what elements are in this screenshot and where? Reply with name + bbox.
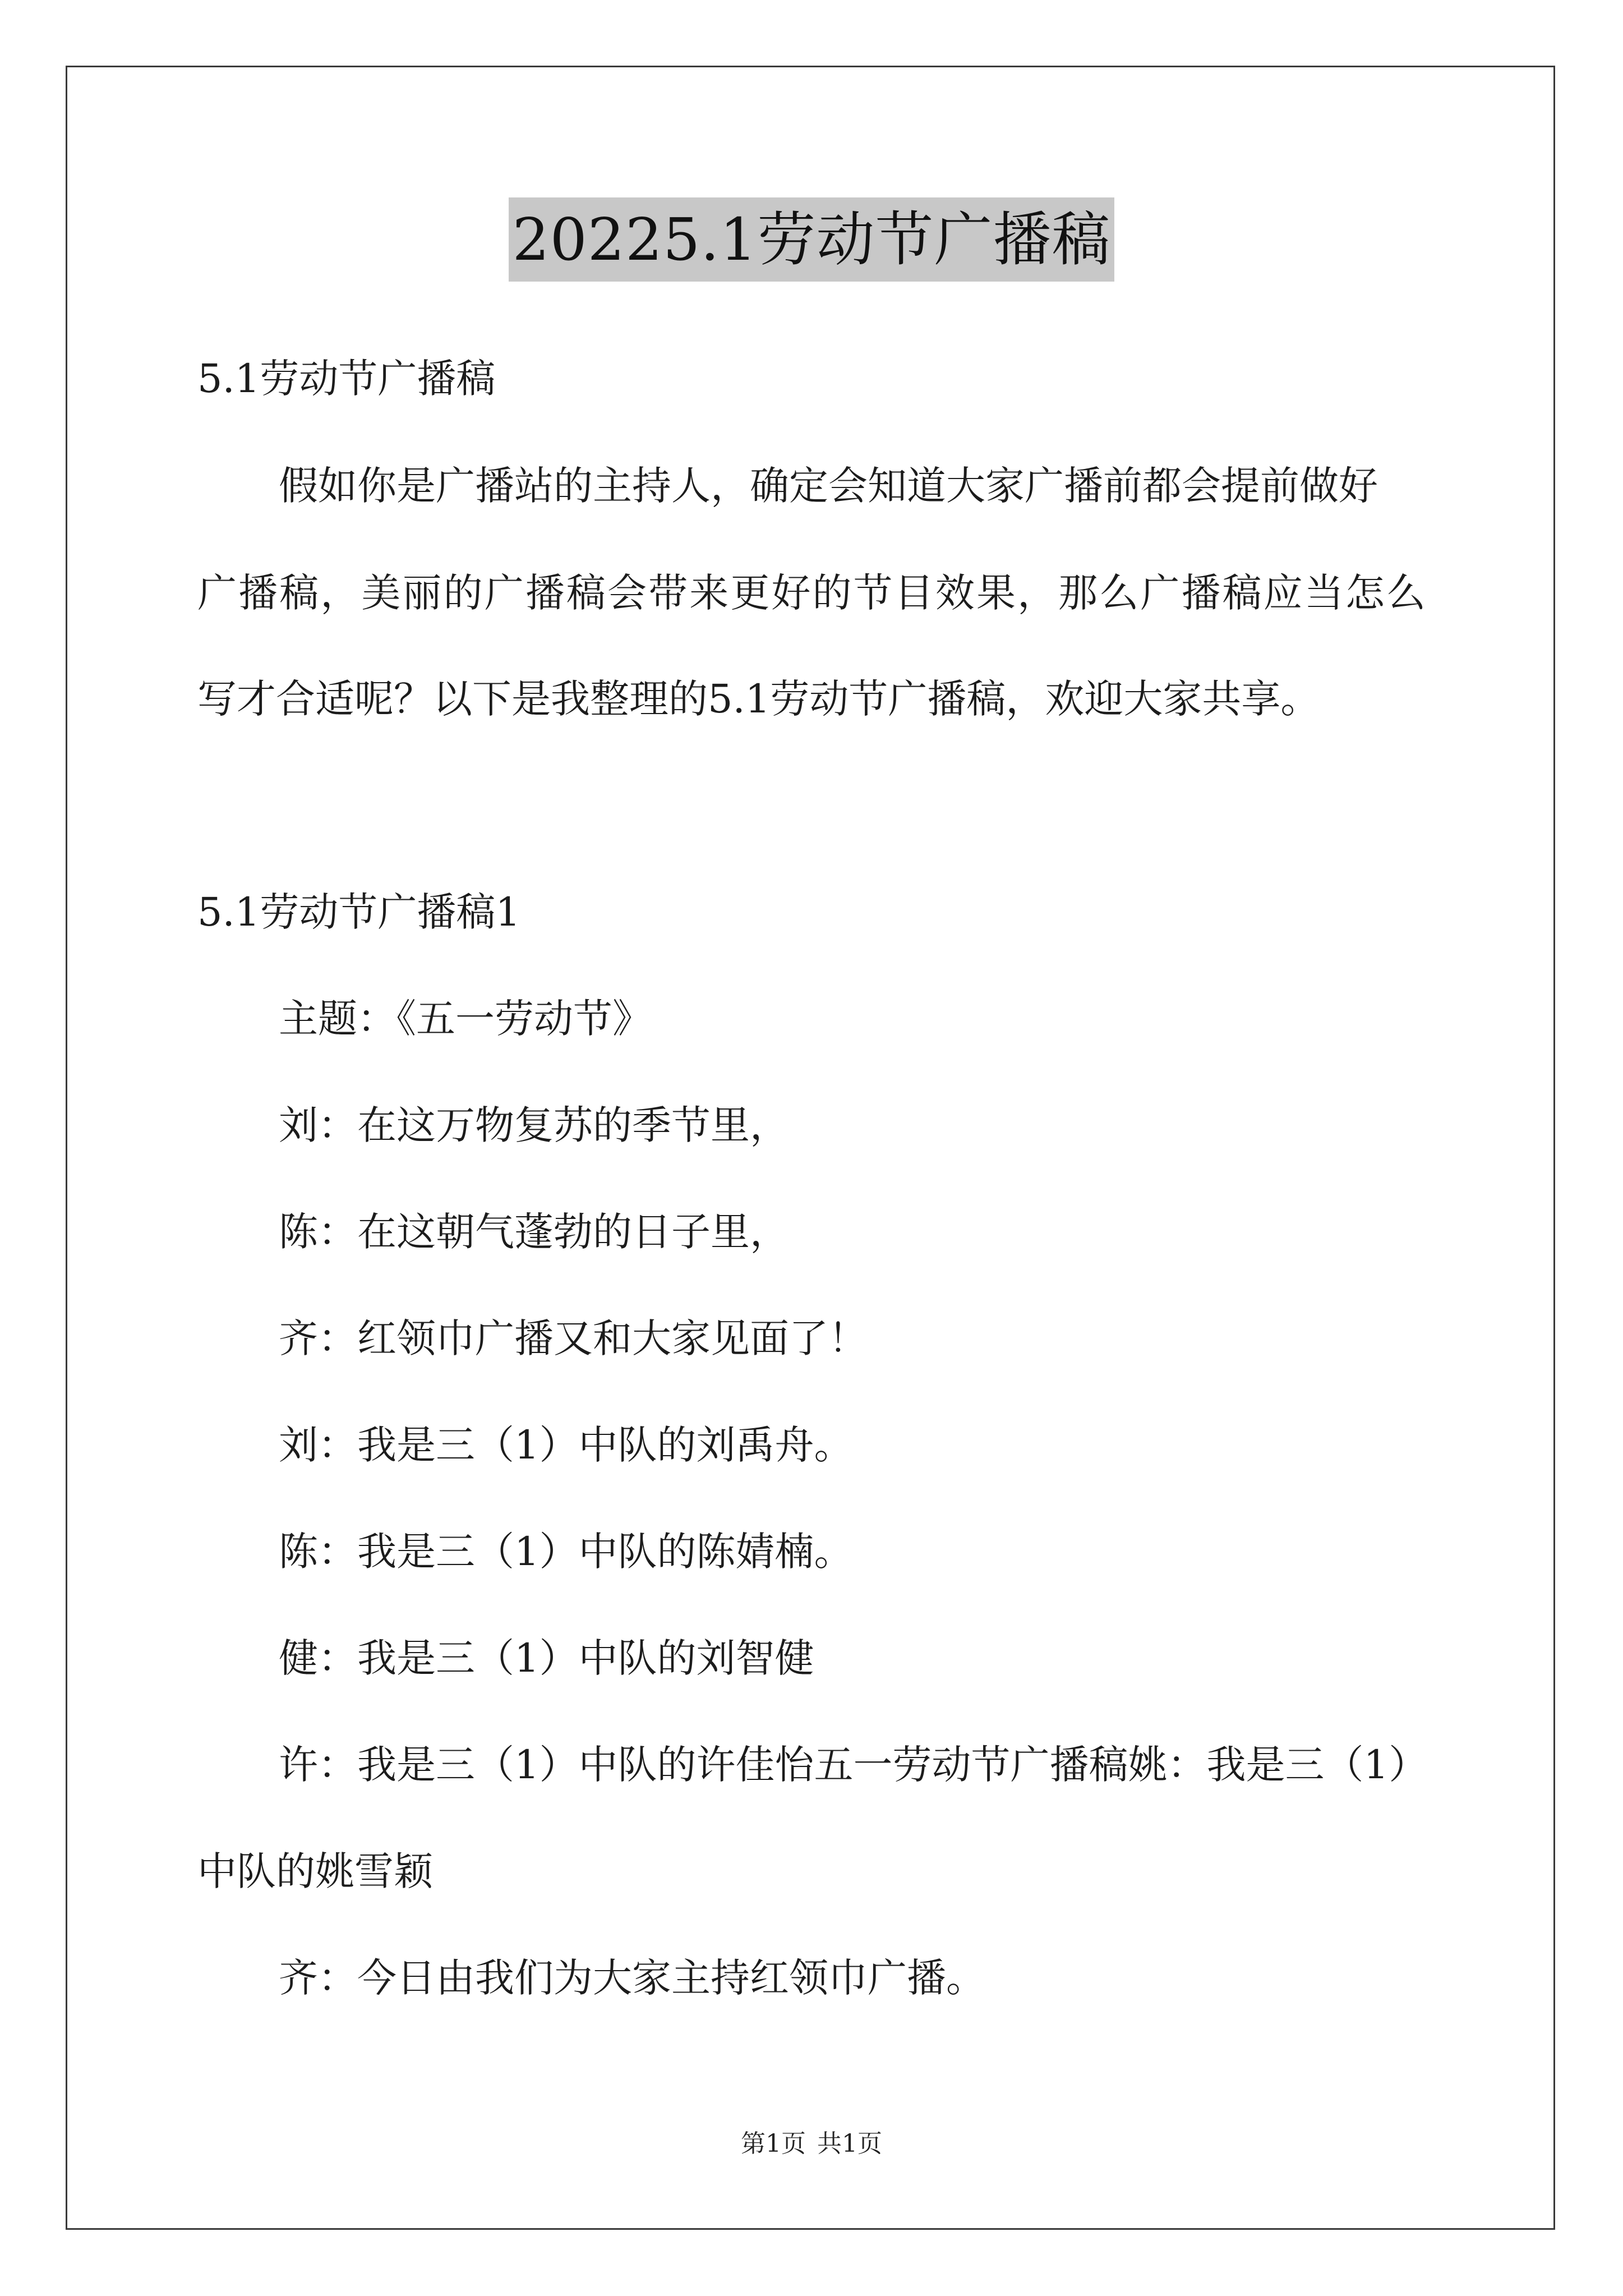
page-footer: [0, 2127, 1623, 2161]
script-line: 主题：《五一劳动节》: [279, 996, 652, 1042]
intro-paragraph-line: 写才合适呢？以下是我整理的5.1劳动节广播稿，欢迎大家共享。: [197, 676, 1320, 722]
title-container: [0, 197, 1623, 282]
script-line: 许：我是三（1）中队的许佳怡五一劳动节广播稿姚：我是三（1）: [279, 1742, 1428, 1788]
subtitle: 5.1劳动节广播稿: [197, 356, 496, 402]
intro-paragraph-line: 假如你是广播站的主持人，确定会知道大家广播前都会提前做好: [279, 463, 1378, 509]
page-number-current: 第1页: [741, 2129, 806, 2158]
script-line: 陈：在这朝气蓬勃的日子里，: [279, 1209, 789, 1255]
script-line: 刘：我是三（1）中队的刘禹舟。: [279, 1422, 854, 1468]
intro-paragraph-line: 广播稿，美丽的广播稿会带来更好的节目效果，那么广播稿应当怎么: [197, 570, 1426, 616]
script-line: 齐：今日由我们为大家主持红领巾广播。: [279, 1955, 985, 2001]
page-number-total: 共1页: [817, 2129, 882, 2158]
script-line: 中队的姚雪颖: [197, 1848, 433, 1894]
script-line: 刘：在这万物复苏的季节里，: [279, 1102, 789, 1148]
section-heading: 5.1劳动节广播稿1: [197, 889, 520, 935]
document-title: 20225.1劳动节广播稿: [509, 197, 1114, 282]
script-line: 齐：红领巾广播又和大家见面了！: [279, 1315, 868, 1361]
script-line: 健：我是三（1）中队的刘智健: [279, 1635, 814, 1681]
script-line: 陈：我是三（1）中队的陈婧楠。: [279, 1529, 854, 1575]
